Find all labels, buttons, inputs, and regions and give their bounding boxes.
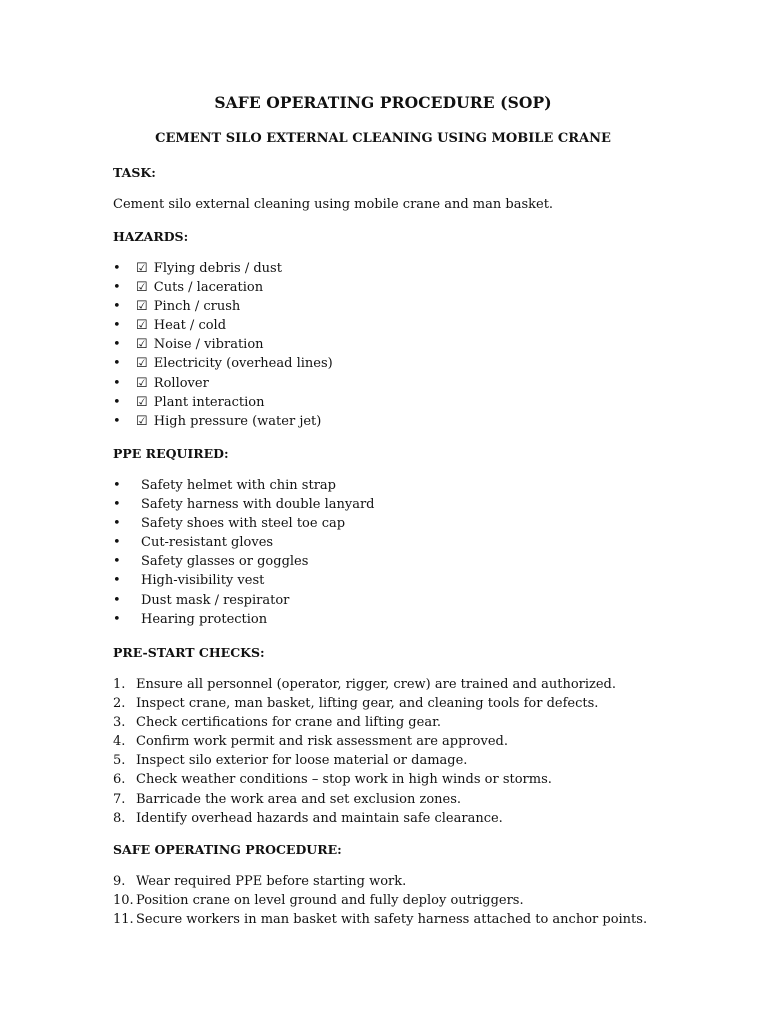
- step-number: 4.: [113, 734, 126, 750]
- checked-box-icon: ☑: [136, 299, 148, 315]
- bullet-icon: •: [113, 611, 121, 627]
- step-text: Secure workers in man basket with safety harness attached to anchor points.: [136, 912, 648, 928]
- checked-box-icon: ☑: [136, 413, 148, 429]
- ppe-heading: PPE REQUIRED:: [113, 446, 229, 461]
- hazard-item: Noise / vibration: [153, 337, 264, 353]
- step-text: Identify overhead hazards and maintain safe clearance.: [136, 810, 503, 826]
- step-number: 2.: [113, 696, 126, 712]
- checked-box-icon: ☑: [136, 356, 148, 372]
- task-text: Cement silo external cleaning using mobile crane and man basket.: [113, 197, 554, 212]
- bullet-icon: •: [113, 280, 121, 296]
- step-text: Confirm work permit and risk assessment are approved.: [136, 734, 508, 750]
- checked-box-icon: ☑: [136, 318, 148, 334]
- hazard-item: Electricity (overhead lines): [153, 356, 333, 372]
- hazard-item: Rollover: [153, 375, 209, 391]
- bullet-icon: •: [113, 318, 121, 334]
- hazard-item: Plant interaction: [153, 394, 265, 410]
- step-number: 3.: [113, 715, 126, 731]
- step-number: 7.: [113, 791, 126, 807]
- prestart-heading: PRE-START CHECKS:: [113, 645, 265, 660]
- bullet-icon: •: [113, 299, 121, 315]
- bullet-icon: •: [113, 356, 121, 372]
- step-text: Wear required PPE before starting work.: [136, 874, 407, 889]
- step-number: 11.: [113, 912, 134, 928]
- bullet-icon: •: [113, 497, 121, 513]
- ppe-item: Safety shoes with steel toe cap: [141, 516, 346, 532]
- hazard-item: High pressure (water jet): [153, 413, 322, 429]
- hazards-heading: HAZARDS:: [113, 229, 189, 244]
- checked-box-icon: ☑: [136, 261, 148, 276]
- bullet-icon: •: [113, 516, 121, 532]
- bullet-icon: •: [113, 337, 121, 353]
- step-number: 9.: [113, 874, 126, 889]
- checked-box-icon: ☑: [136, 337, 148, 353]
- document-title: SAFE OPERATING PROCEDURE (SOP): [214, 93, 552, 112]
- ppe-item: Safety glasses or goggles: [141, 554, 309, 570]
- step-number: 8.: [113, 810, 126, 826]
- ppe-item: Hearing protection: [141, 611, 268, 627]
- bullet-icon: •: [113, 554, 121, 570]
- step-text: Ensure all personnel (operator, rigger, crew) are trained and authorized.: [136, 677, 617, 692]
- bullet-icon: •: [113, 375, 121, 391]
- hazard-item: Flying debris / dust: [153, 261, 282, 276]
- hazard-item: Pinch / crush: [153, 299, 241, 315]
- bullet-icon: •: [113, 535, 121, 551]
- task-heading: TASK:: [113, 165, 156, 180]
- step-number: 5.: [113, 753, 126, 769]
- ppe-item: Safety helmet with chin strap: [141, 478, 336, 493]
- ppe-item: Safety harness with double lanyard: [141, 497, 375, 513]
- ppe-item: Dust mask / respirator: [141, 592, 290, 608]
- ppe-item: Cut-resistant gloves: [141, 535, 274, 551]
- bullet-icon: •: [113, 394, 121, 410]
- step-text: Barricade the work area and set exclusion zones.: [136, 791, 462, 807]
- step-text: Inspect crane, man basket, lifting gear, and cleaning tools for defects.: [136, 696, 599, 712]
- checked-box-icon: ☑: [136, 280, 148, 296]
- bullet-icon: •: [113, 478, 121, 493]
- step-text: Check weather conditions – stop work in high winds or storms.: [136, 772, 552, 788]
- step-text: Check certifications for crane and lifting gear.: [136, 715, 441, 731]
- hazard-item: Cuts / laceration: [153, 280, 264, 296]
- bullet-icon: •: [113, 261, 121, 276]
- step-text: Position crane on level ground and fully deploy outriggers.: [136, 893, 524, 909]
- step-number: 10.: [113, 893, 134, 909]
- bullet-icon: •: [113, 413, 121, 429]
- checked-box-icon: ☑: [136, 375, 148, 391]
- document-subtitle: CEMENT SILO EXTERNAL CLEANING USING MOBILE CRANE: [155, 131, 611, 146]
- step-text: Inspect silo exterior for loose material or damage.: [136, 753, 468, 769]
- ppe-item: High-visibility vest: [141, 573, 265, 589]
- bullet-icon: •: [113, 573, 121, 589]
- procedure-heading: SAFE OPERATING PROCEDURE:: [113, 842, 342, 857]
- bullet-icon: •: [113, 592, 121, 608]
- step-number: 6.: [113, 772, 126, 788]
- hazard-item: Heat / cold: [153, 318, 227, 334]
- checked-box-icon: ☑: [136, 394, 148, 410]
- step-number: 1.: [113, 677, 126, 692]
